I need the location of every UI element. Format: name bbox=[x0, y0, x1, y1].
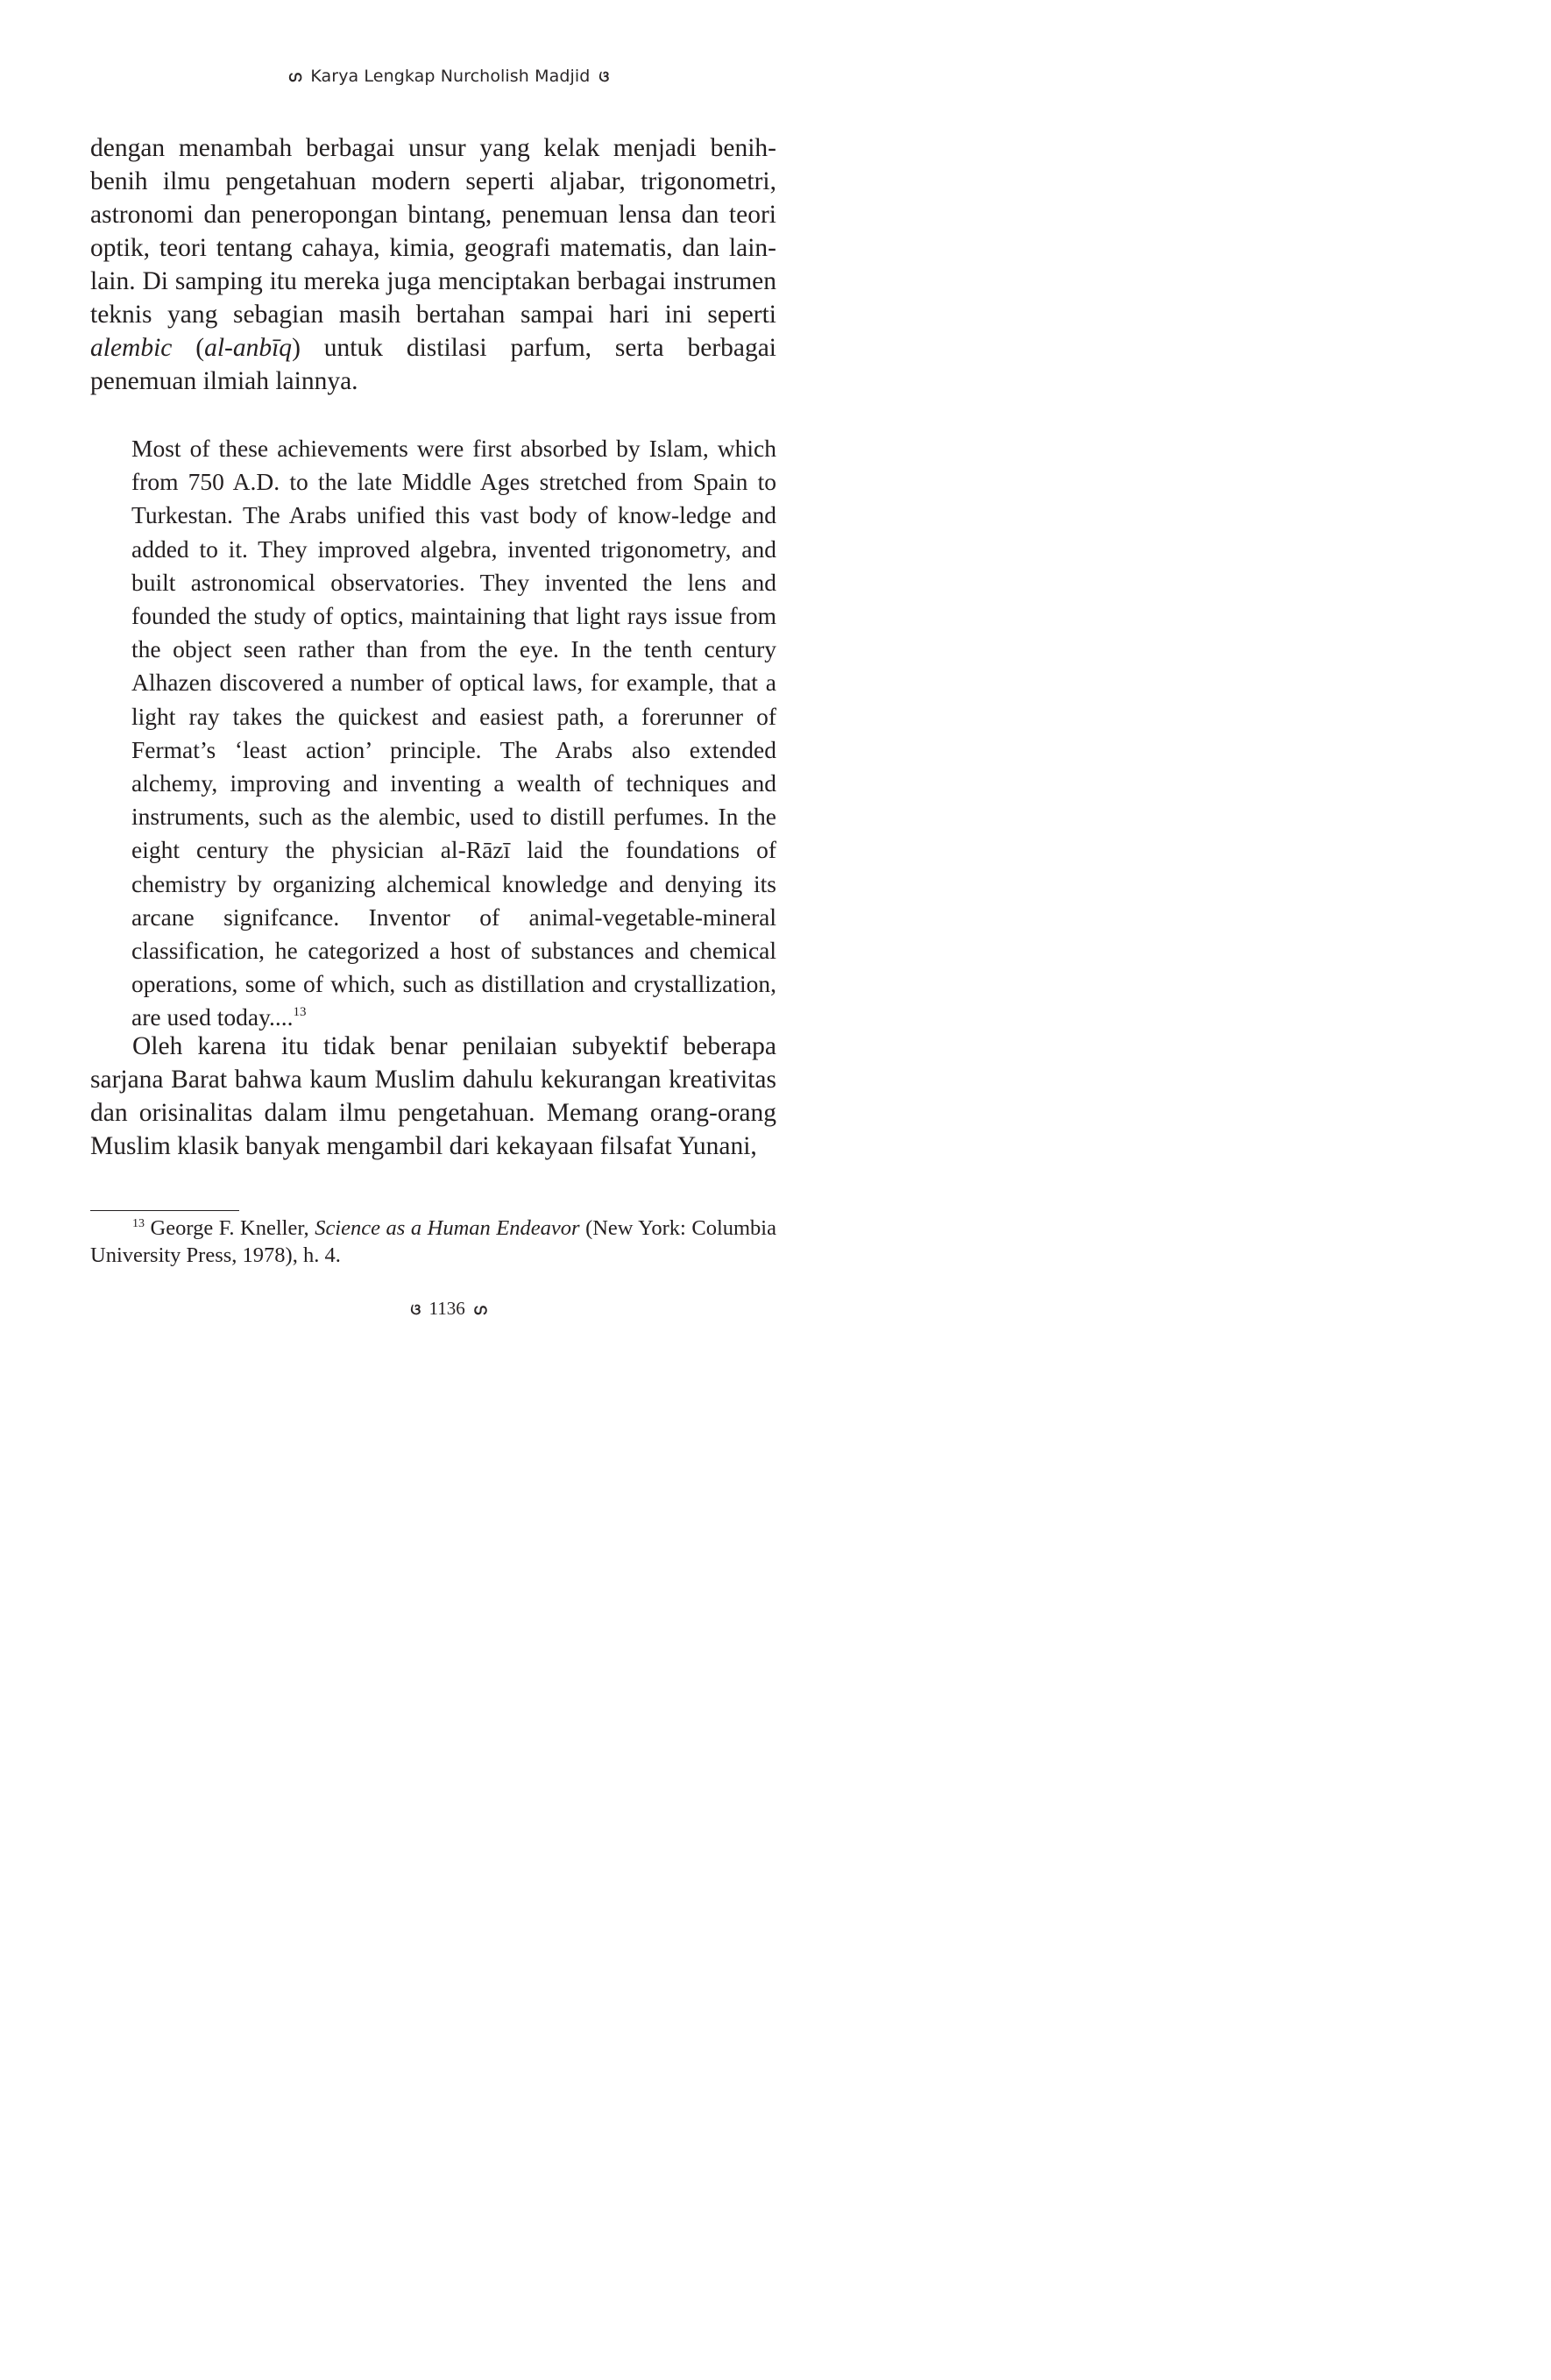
footnote-divider bbox=[90, 1210, 239, 1211]
paragraph1-text-a: dengan menambah berbagai unsur yang kelak menjadi benih-benih ilmu pengetahuan modern seperti aljabar, trigonometri, astronomi dan peneropongan bintang, penemuan lensa dan teori optik, teori tentang cahaya, kimia, geografi matematis, dan lain-lain. Di samping itu mereka juga menciptakan berbagai instrumen teknis yang sebagian masih bertahan sampai hari ini seperti bbox=[90, 134, 776, 329]
block-quote-text: Most of these achievements were first absorbed by Islam, which from 750 A.D. to the late Middle Ages stretched from Spain to Turkestan. The Arabs unified this vast body of know-ledge and added to it. They improved algebra, invented trigonometry, and built astronomical observatories. They invented the lens and founded the study of optics, maintaining that light rays issue from the object seen rather than from the eye. In the tenth century Alhazen discovered a number of optical laws, for example, that a light ray takes the quickest and easiest path, a forerunner of Fermat’s ‘least action’ principle. The Arabs also extended alchemy, improving and inventing a wealth of techniques and instruments, such as the alembic, used to distill perfumes. In the eight century the physician al-Rāzī laid the foundations of chemistry by organizing alchemical knowledge and denying its arcane signifcance. Inventor of animal-vegetable-mineral classification, he categorized a host of substances and chemical operations, some of which, such as distillation and crystallization, are used today.... bbox=[131, 435, 776, 1031]
page-number bbox=[0, 1298, 897, 1320]
ornament-left-icon: ଓ bbox=[410, 1301, 421, 1319]
footnote-reference[interactable]: 13 bbox=[293, 1005, 307, 1020]
footnote-publication: (New York: Columbia University Press, 1978), h. 4. bbox=[90, 1216, 776, 1267]
footnote-author: George F. Kneller, bbox=[145, 1216, 315, 1240]
term-alembic: alembic bbox=[90, 334, 173, 362]
block-quote bbox=[131, 432, 776, 1035]
page-number-value: 1136 bbox=[428, 1298, 465, 1319]
ornament-left-icon: ഗ bbox=[287, 68, 302, 86]
header-title: Karya Lengkap Nurcholish Madjid bbox=[310, 67, 591, 86]
running-header bbox=[0, 67, 897, 86]
paragraph1-text-c: ) untuk distilasi parfum, serta berbagai penemuan ilmiah lainnya. bbox=[90, 334, 777, 395]
ornament-right-icon: ഗ bbox=[472, 1301, 487, 1319]
paragraph-continuation bbox=[90, 131, 776, 398]
term-al-anbiq: al-anbīq bbox=[204, 334, 293, 362]
paragraph-oleh-karena bbox=[90, 1030, 776, 1163]
footnote-number: 13 bbox=[132, 1217, 145, 1230]
ornament-right-icon: ଓ bbox=[598, 68, 610, 86]
paragraph2-text: Oleh karena itu tidak benar penilaian subyektif beberapa sarjana Barat bahwa kaum Muslim dahulu kekurangan kreativitas dan orisinalitas dalam ilmu pengetahuan. Memang orang-orang Muslim klasik banyak mengambil dari kekayaan filsafat Yunani, bbox=[90, 1032, 776, 1160]
footnote-book-title: Science as a Human Endeavor bbox=[315, 1216, 580, 1240]
footnote bbox=[90, 1215, 776, 1269]
paragraph1-text-b: ( bbox=[172, 334, 205, 362]
